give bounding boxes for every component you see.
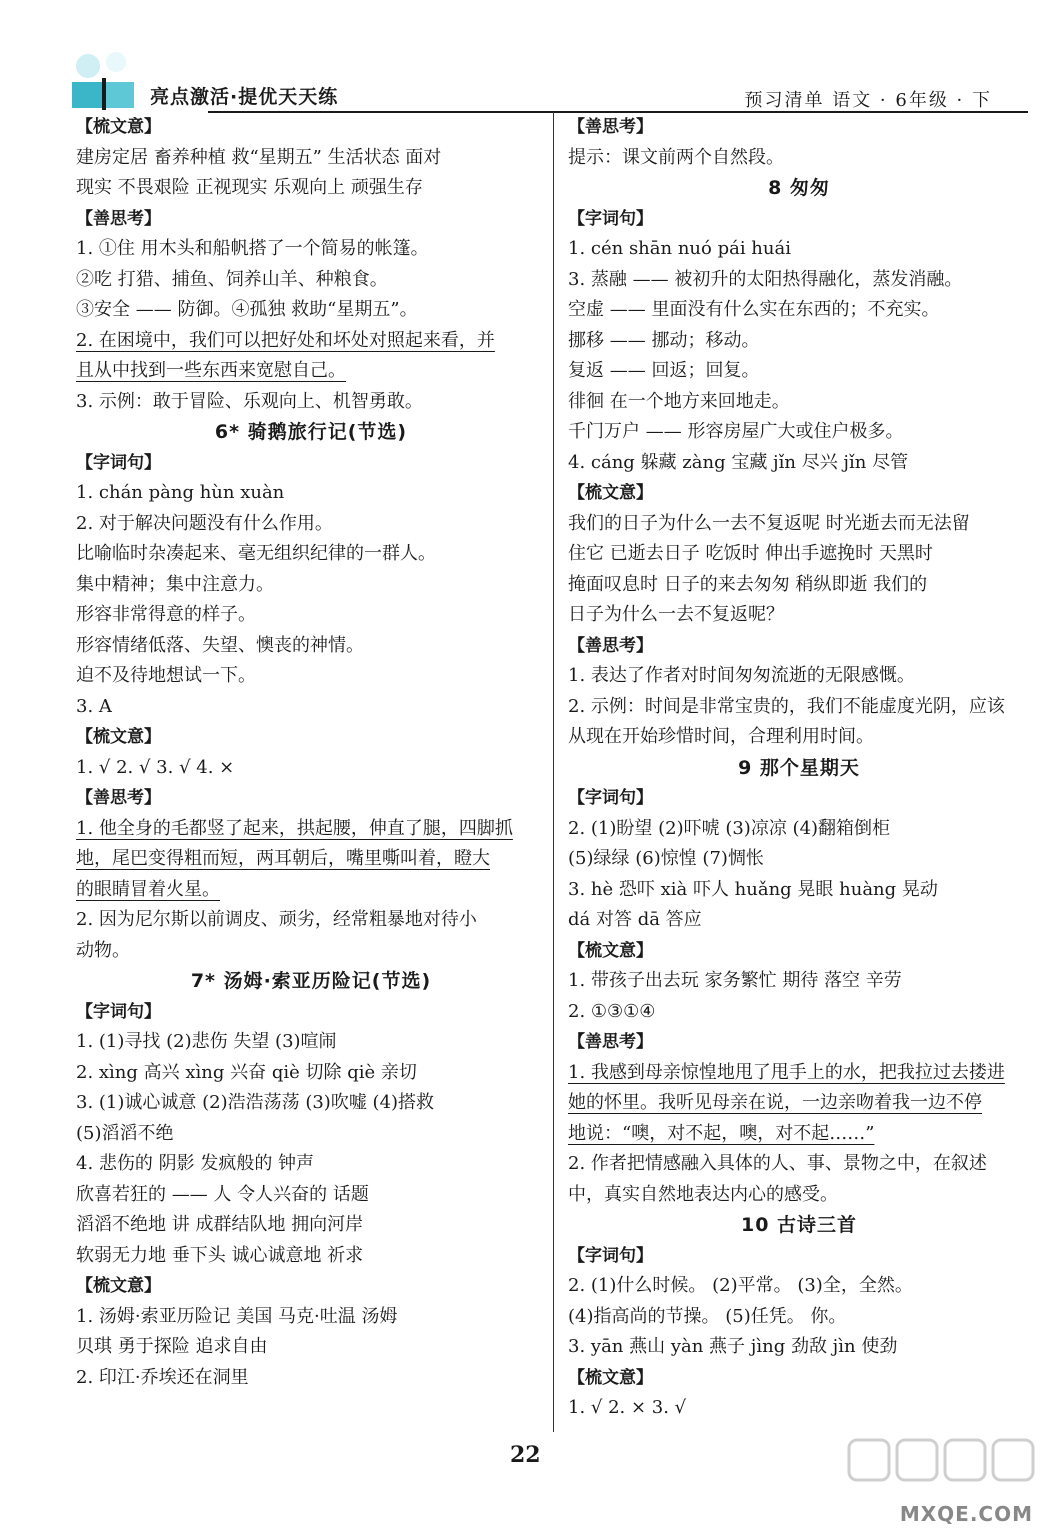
line-text: 2. 对于解决问题没有什么作用。 [76,512,333,534]
left-answer-line [76,1241,546,1272]
line-text: 【梳文意】 [568,1367,653,1388]
left-answer-line [76,1027,546,1058]
line-text: 形容非常得意的样子。 [76,604,256,625]
right-section-tag [568,478,1030,509]
left-section-tag [76,997,546,1028]
left-answer-line [76,295,546,326]
right-answer-line [568,814,1030,845]
left-answer-line [76,1180,546,1211]
right-answer-line [568,1119,1030,1150]
left-answer-line [76,326,546,357]
left-answer-line [76,1088,546,1119]
line-text: 挪移 —— 挪动；移动。 [568,329,760,351]
right-answer-line [568,234,1030,265]
line-text: 1. 汤姆·索亚历险记 美国 马克·吐温 汤姆 [76,1305,398,1327]
line-text: 集中精神；集中注意力。 [76,573,274,595]
left-answer-line [76,539,546,570]
left-section-tag [76,204,546,235]
line-text: 1. √ 2. × 3. √ [568,1397,687,1418]
line-text: 2. 在困境中，我们可以把好处和坏处对照起来看，并 [76,329,495,351]
line-text: 软弱无力地 垂下头 诚心诚意地 祈求 [76,1244,364,1266]
right-answer-line [568,448,1030,479]
right-answer-line [568,417,1030,448]
series-title: 预习清单 语文 · 6年级 · 下 [744,90,992,111]
line-text: 空虚 —— 里面没有什么实在东西的；不充实。 [568,299,940,320]
line-text: 1. (1)寻找 (2)悲伤 失望 (3)喧闹 [76,1031,337,1052]
right-lesson-title [568,1210,1030,1241]
line-text: 住它 已逝去日子 吃饭时 伸出手遮挽时 天黑时 [568,543,933,564]
line-text: 【字词句】 [76,452,161,473]
line-text: 2. ①③①④ [568,1000,656,1022]
left-answer-line [76,509,546,540]
right-answer-line [568,875,1030,906]
left-answer-line [76,905,546,936]
right-section-tag [568,112,1030,143]
line-text: 1. 我感到母亲惊惶地甩了甩手上的水，把我拉过去搂进 [568,1061,1005,1083]
line-text: 徘徊 在一个地方来回地走。 [568,390,790,412]
right-answer-line [568,326,1030,357]
line-text: 的眼睛冒着火星。 [76,878,220,900]
line-text: 【善思考】 [568,635,653,656]
left-answer-line [76,1302,546,1333]
right-section-tag [568,1241,1030,1272]
line-text: 8 匆匆 [768,177,830,199]
right-answer-line [568,1058,1030,1089]
line-text: (5)绿绿 (6)惊惶 (7)惆怅 [568,848,764,869]
right-answer-line [568,143,1030,174]
left-answer-line [76,173,546,204]
line-text: 9 那个星期天 [738,756,860,779]
right-answer-line [568,1332,1030,1363]
line-text: 动物。 [76,939,130,961]
line-text: 提示：课文前两个自然段。 [568,146,784,168]
right-lesson-title [568,753,1030,784]
line-text: 且从中找到一些东西来宽慰自己。 [76,360,346,381]
right-answer-line [568,356,1030,387]
line-text: 滔滔不绝地 讲 成群结队地 拥向河岸 [76,1214,364,1235]
left-answer-line [76,814,546,845]
left-section-tag [76,112,546,143]
left-answer-line [76,1363,546,1394]
right-answer-line [568,600,1030,631]
left-answer-line [76,478,546,509]
line-text: 3. 蒸融 —— 被初升的太阳热得融化，蒸发消融。 [568,268,963,290]
line-text: 2. (1)什么时候。 (2)平常。 (3)全，全然。 [568,1275,913,1296]
line-text: 掩面叹息时 日子的来去匆匆 稍纵即逝 我们的 [568,573,928,595]
line-text: 1. √ 2. √ 3. √ 4. × [76,756,235,778]
right-answer-line [568,661,1030,692]
line-text: 1. 表达了作者对时间匆匆流逝的无限感慨。 [568,665,915,686]
line-text: 2. (1)盼望 (2)吓唬 (3)凉凉 (4)翻箱倒柜 [568,817,891,839]
left-answer-line [76,1332,546,1363]
line-text: 3. A [76,695,112,717]
left-answer-line [76,1210,546,1241]
line-text: 2. 印江·乔埃还在洞里 [76,1366,249,1388]
right-answer-line [568,1302,1030,1333]
line-text: 【梳文意】 [76,1276,161,1296]
line-text: 形容情绪低落、失望、懊丧的神情。 [76,634,364,656]
right-section-tag [568,936,1030,967]
line-text: 7* 汤姆·索亚历险记(节选) [190,970,432,992]
left-lesson-title [76,417,546,448]
page-header [68,48,1028,116]
right-answer-line [568,966,1030,997]
line-text: 4. 悲伤的 阴影 发疯般的 钟声 [76,1153,315,1174]
line-text: 【字词句】 [568,1245,653,1266]
line-text: 现实 不畏艰险 正视现实 乐观向上 顽强生存 [76,177,423,198]
right-answer-line [568,1149,1030,1180]
line-text: 中，真实自然地表达内心的感受。 [568,1183,838,1205]
right-answer-line [568,295,1030,326]
left-answer-line [76,692,546,723]
left-answer-line [76,143,546,174]
line-text: 建房定居 畜养种植 救“星期五” 生活状态 面对 [76,146,442,168]
right-answer-line [568,539,1030,570]
right-answer-line [568,997,1030,1028]
watermark-text: MXQE.COM [899,1502,1033,1526]
line-text: 【善思考】 [568,1032,653,1052]
left-answer-line [76,600,546,631]
left-answer-line [76,356,546,387]
line-text: 【梳文意】 [568,483,653,503]
line-text: 日子为什么一去不复返呢？ [568,604,784,625]
line-text: ②吃 打猎、捕鱼、饲养山羊、种粮食。 [76,268,388,290]
line-text: 2. xìng 高兴 xìng 兴奋 qiè 切除 qiè 亲切 [76,1061,417,1083]
line-text: 2. 因为尼尔斯以前调皮、顽劣，经常粗暴地对待小 [76,909,477,930]
line-text: 【梳文意】 [568,940,653,961]
line-text: 2. 作者把情感融入具体的人、事、景物之中，在叙述 [568,1153,987,1174]
line-text: 1. 他全身的毛都竖了起来，拱起腰，伸直了腿，四脚抓 [76,817,513,839]
right-section-tag [568,1027,1030,1058]
right-column [568,112,1030,1424]
right-answer-line [568,570,1030,601]
line-text: 我们的日子为什么一去不复返呢 时光逝去而无法留 [568,512,970,534]
line-text: 【字词句】 [568,788,653,808]
left-answer-line [76,661,546,692]
left-answer-line [76,936,546,967]
right-answer-line [568,722,1030,753]
left-lesson-title [76,966,546,997]
right-section-tag [568,1363,1030,1394]
left-column [76,112,546,1393]
left-section-tag [76,448,546,479]
line-text: ③安全 —— 防御。④孤独 救助“星期五”。 [76,299,418,320]
left-answer-line [76,875,546,906]
line-text: 3. (1)诚心诚意 (2)浩浩荡荡 (3)吹嘘 (4)搭救 [76,1092,435,1113]
line-text: 地说：“噢，对不起，噢，对不起……” [568,1122,875,1144]
line-text: 6* 骑鹅旅行记(节选) [214,421,408,443]
right-section-tag [568,204,1030,235]
line-text: 1. chán pàng hùn xuàn [76,482,285,503]
line-text: 3. yān 燕山 yàn 燕子 jìng 劲敌 jìn 使劲 [568,1336,898,1357]
line-text: 贝琪 勇于探险 追求自由 [76,1336,268,1357]
right-section-tag [568,783,1030,814]
line-text: 4. cáng 躲藏 zàng 宝藏 jǐn 尽兴 jǐn 尽管 [568,451,909,473]
line-text: 1. 带孩子出去玩 家务繁忙 期待 落空 辛劳 [568,970,902,991]
right-answer-line [568,265,1030,296]
line-text: 3. hè 恐吓 xià 吓人 huǎng 晃眼 huàng 晃动 [568,878,938,900]
line-text: 【善思考】 [76,788,161,808]
right-answer-line [568,1088,1030,1119]
left-answer-line [76,1149,546,1180]
line-text: (4)指高尚的节操。 (5)任凭。 你。 [568,1305,847,1327]
left-answer-line [76,387,546,418]
brand-title: 亮点激活·提优天天练 [150,86,339,108]
right-lesson-title [568,173,1030,204]
right-section-tag [568,631,1030,662]
left-answer-line [76,753,546,784]
line-text: 从现在开始珍惜时间，合理利用时间。 [568,726,874,747]
line-text: 她的怀里。我听见母亲在说，一边亲吻着我一边不停 [568,1092,982,1113]
line-text: 【字词句】 [76,1001,161,1022]
line-text: dá 对答 dā 答应 [568,909,702,930]
line-text: 1. cén shān nuó pái huái [568,238,791,259]
line-text: 10 古诗三首 [740,1214,858,1236]
line-text: 【善思考】 [76,208,161,229]
left-answer-line [76,570,546,601]
page-number: 22 [510,1442,541,1468]
line-text: 3. 示例：敢于冒险、乐观向上、机智勇敢。 [76,390,423,412]
line-text: 千门万户 —— 形容房屋广大或住户极多。 [568,421,904,442]
column-divider [553,112,554,1432]
left-answer-line [76,1058,546,1089]
line-text: 【梳文意】 [76,117,161,137]
left-answer-line [76,631,546,662]
line-text: 【梳文意】 [76,727,161,747]
line-text: 1. ①住 用木头和船帆搭了一个简易的帐篷。 [76,238,429,259]
right-answer-line [568,905,1030,936]
left-answer-line [76,265,546,296]
line-text: 2. 示例：时间是非常宝贵的，我们不能虚度光阴，应该 [568,695,1005,717]
left-section-tag [76,783,546,814]
line-text: 【字词句】 [568,208,653,229]
right-answer-line [568,387,1030,418]
right-answer-line [568,1393,1030,1424]
book-logo-icon [68,48,142,112]
right-answer-line [568,1180,1030,1211]
right-answer-line [568,1271,1030,1302]
line-text: 欣喜若狂的 —— 人 令人兴奋的 话题 [76,1183,369,1205]
right-answer-line [568,509,1030,540]
left-answer-line [76,1119,546,1150]
line-text: 比喻临时杂凑起来、毫无组织纪律的一群人。 [76,543,436,564]
line-text: (5)滔滔不绝 [76,1122,174,1144]
line-text: 复返 —— 回返；回复。 [568,360,760,381]
line-text: 地，尾巴变得粗而短，两耳朝后，嘴里嘶叫着，瞪大 [76,848,490,869]
line-text: 迫不及待地想试一下。 [76,665,256,686]
left-answer-line [76,234,546,265]
left-section-tag [76,722,546,753]
line-text: 【善思考】 [568,117,653,137]
left-answer-line [76,844,546,875]
right-answer-line [568,844,1030,875]
right-answer-line [568,692,1030,723]
left-section-tag [76,1271,546,1302]
